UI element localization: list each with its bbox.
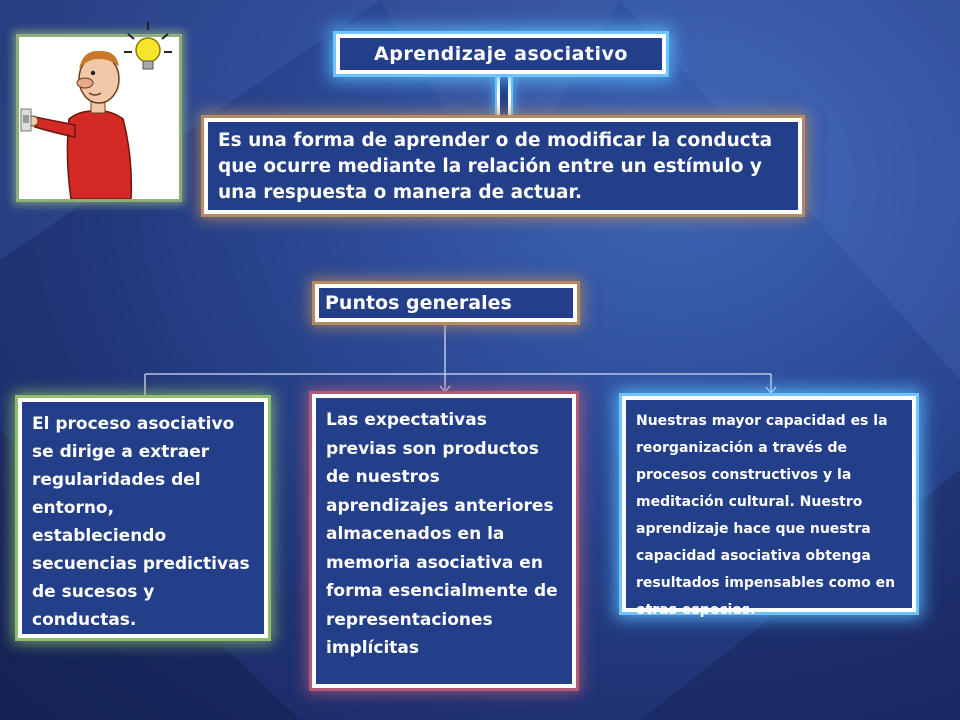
subtitle-box — [315, 284, 577, 322]
title-connector — [497, 74, 511, 120]
subtitle-text: Puntos generales — [325, 292, 512, 314]
point-text-2: Las expectativas previas son productos de nuestros aprendizajes anteriores almacenados en la memoria asociativa en forma esencialmente de representaciones implícitas — [326, 410, 558, 658]
point-box-2 — [312, 394, 576, 688]
point-text-3: Nuestras mayor capacidad es la reorganización a través de procesos constructivos y la meditación cultural. Nuestro aprendizaje hace que nuestra capacidad asociativa obtenga resultados impensables como en otras especies. — [636, 413, 896, 618]
page-title: Aprendizaje asociativo — [374, 43, 628, 65]
point-box-1 — [18, 398, 268, 638]
definition-text: Es una forma de aprender o de modificar la conducta que ocurre mediante la relación entre un estímulo y una respuesta o manera de actuar. — [218, 130, 773, 203]
point-text-1: El proceso asociativo se dirige a extraer regularidades del entorno, estableciendo secuencias predictivas de sucesos y conductas. — [32, 414, 250, 630]
definition-box — [204, 118, 802, 214]
title-box — [336, 34, 666, 74]
point-box-3 — [622, 396, 916, 618]
